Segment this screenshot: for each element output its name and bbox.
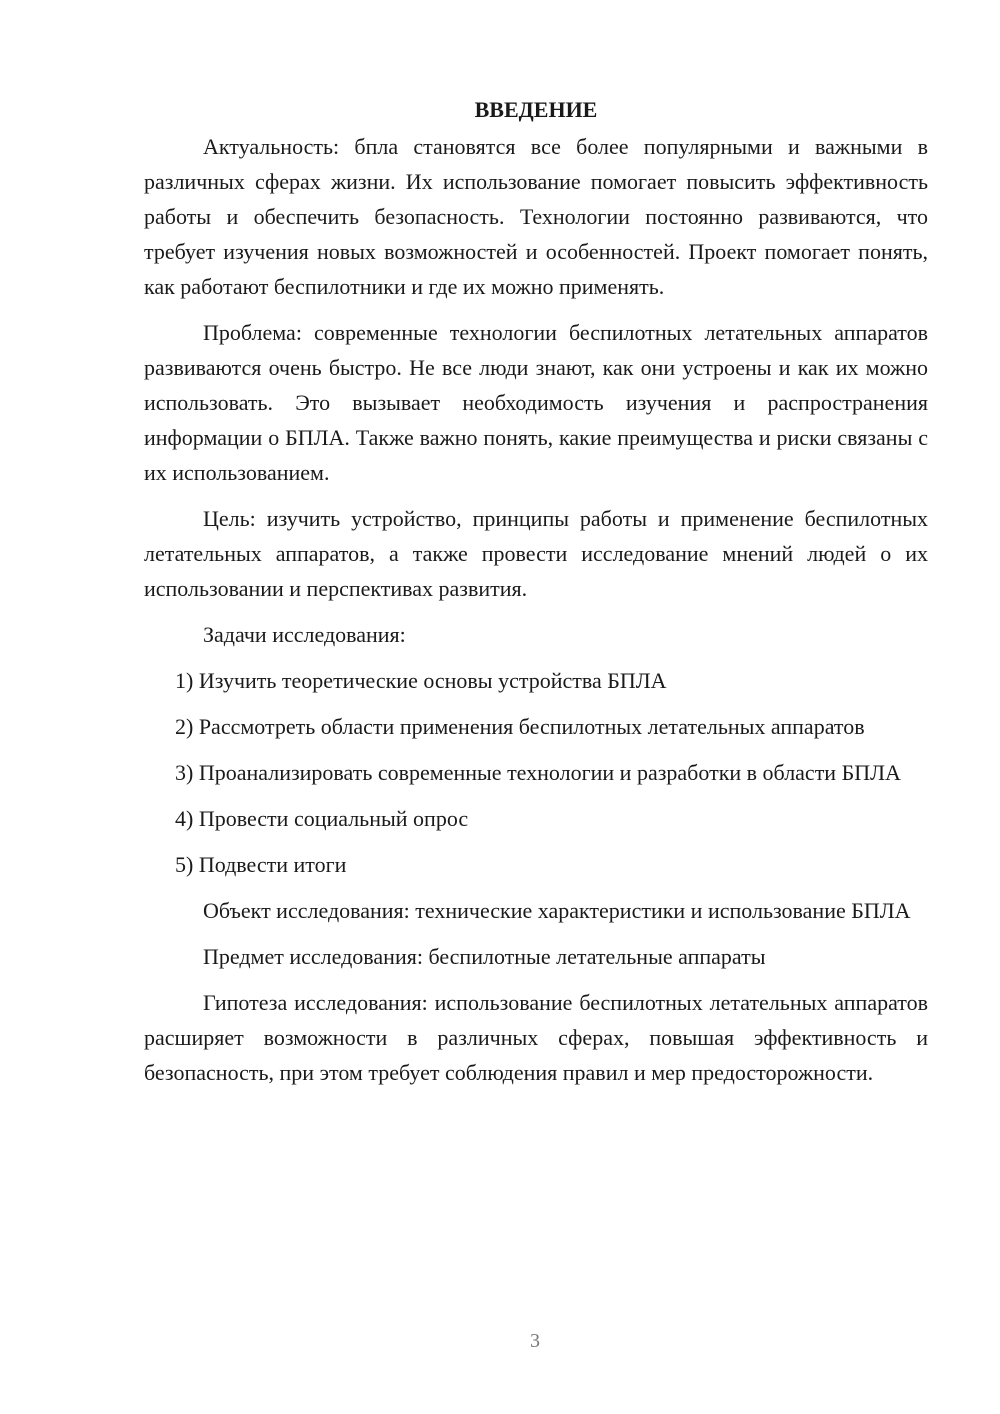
task-item: 4) Провести социальный опрос bbox=[175, 806, 469, 831]
paragraph-object: Объект исследования: технические характеристики и использование БПЛА bbox=[203, 898, 911, 923]
section-title: ВВЕДЕНИЕ bbox=[474, 97, 598, 122]
task-item: 2) Рассмотреть области применения беспилотных летательных аппаратов bbox=[175, 714, 865, 739]
document-page bbox=[144, 92, 928, 1101]
paragraph-subject: Предмет исследования: беспилотные летательные аппараты bbox=[203, 944, 766, 969]
task-item: 5) Подвести итоги bbox=[175, 852, 347, 877]
task-item: 1) Изучить теоретические основы устройства БПЛА bbox=[175, 668, 667, 693]
task-item: 3) Проанализировать современные технологии и разработки в области БПЛА bbox=[175, 760, 901, 785]
tasks-heading: Задачи исследования: bbox=[203, 622, 406, 647]
paragraph-relevance: Актуальность: бпла становятся все более популярными и важными в различных сферах жизни. Их использование помогает повысить эффективность работы и обеспечить безопасность. Технологии постоянно развиваются, что требует изучения новых возможностей и особенностей. Проект помогает понять, как работают беспилотники и где их можно применять. bbox=[144, 134, 928, 299]
page-number: 3 bbox=[530, 1330, 540, 1352]
tasks-list bbox=[144, 663, 928, 882]
paragraph-problem: Проблема: современные технологии беспилотных летательных аппаратов развиваются очень быстро. Не все люди знают, как они устроены и как их можно использовать. Это вызывает необходимость изучения и распространения информации о БПЛА. Также важно понять, какие преимущества и риски связаны с их использованием. bbox=[144, 320, 928, 485]
paragraph-hypothesis: Гипотеза исследования: использование беспилотных летательных аппаратов расширяет возможности в различных сферах, повышая эффективность и безопасность, при этом требует соблюдения правил и мер предосторожности. bbox=[144, 990, 928, 1085]
paragraph-goal: Цель: изучить устройство, принципы работы и применение беспилотных летательных аппаратов, а также провести исследование мнений людей о их использовании и перспективах развития. bbox=[144, 506, 928, 601]
